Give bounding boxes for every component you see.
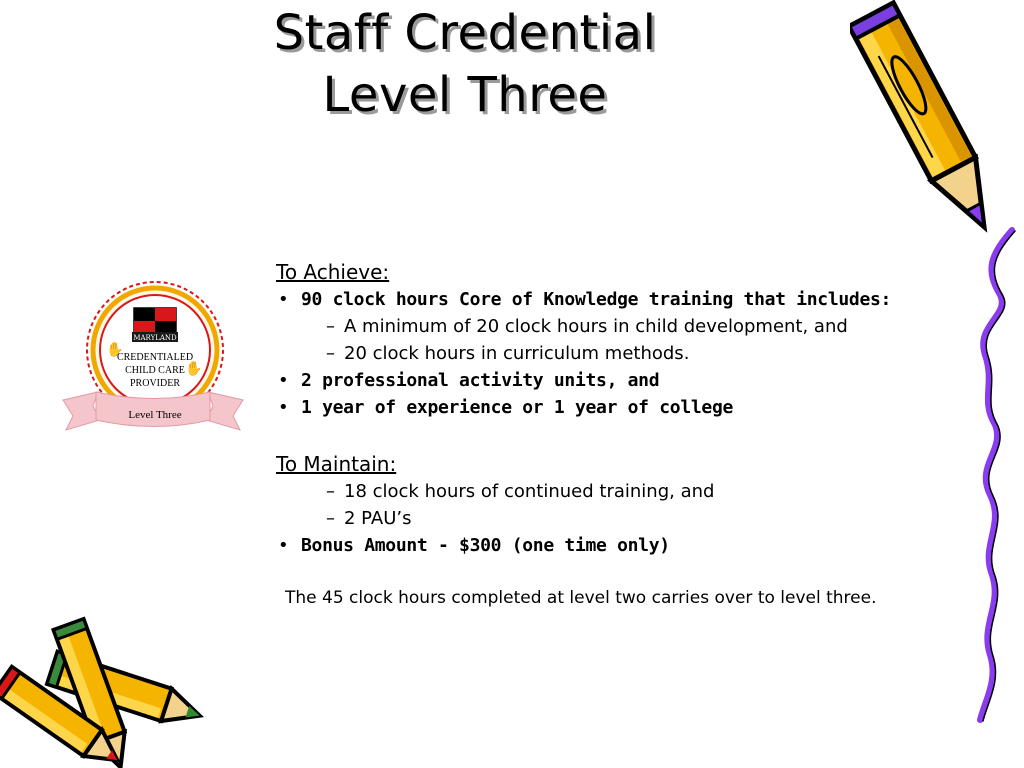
maintain-sub-pau: – 2 PAU’s xyxy=(276,505,976,532)
crossed-pencils-illustration xyxy=(0,610,210,768)
credential-requirements xyxy=(276,258,976,559)
slide-title xyxy=(160,2,770,126)
achieve-heading: To Achieve: xyxy=(276,260,390,284)
maintain-bullet-bonus: • Bonus Amount - $300 (one time only) xyxy=(276,532,976,559)
badge-line-3: PROVIDER xyxy=(129,378,181,389)
badge-line-2: CHILD CARE xyxy=(125,365,185,376)
hand-icon-right: ✋ xyxy=(185,361,203,377)
title-line-2: Level Three xyxy=(322,67,608,123)
pencil-illustration xyxy=(850,0,1010,250)
section-spacer xyxy=(276,421,976,450)
badge-line-1: CREDENTIALED xyxy=(116,352,194,363)
maintain-sub-continued-training: – 18 clock hours of continued training, and xyxy=(276,478,976,505)
hand-icon-left: ✋ xyxy=(106,342,124,358)
achieve-bullet-experience: • 1 year of experience or 1 year of college xyxy=(276,394,976,421)
maintain-heading: To Maintain: xyxy=(276,452,397,476)
carryover-note: The 45 clock hours completed at level two carries over to level three. xyxy=(285,588,877,608)
title-line-1: Staff Credential xyxy=(273,5,657,61)
achieve-bullet-activity-units: • 2 professional activity units, and xyxy=(276,367,976,394)
achieve-sub-child-development: – A minimum of 20 clock hours in child development, and xyxy=(276,313,976,340)
credential-badge xyxy=(58,280,248,435)
achieve-sub-curriculum-methods: – 20 clock hours in curriculum methods. xyxy=(276,340,976,367)
badge-ribbon-label: Level Three xyxy=(128,409,182,421)
achieve-bullet-clock-hours: • 90 clock hours Core of Knowledge training that includes: xyxy=(276,286,976,313)
badge-state-label: MARYLAND xyxy=(133,334,177,342)
